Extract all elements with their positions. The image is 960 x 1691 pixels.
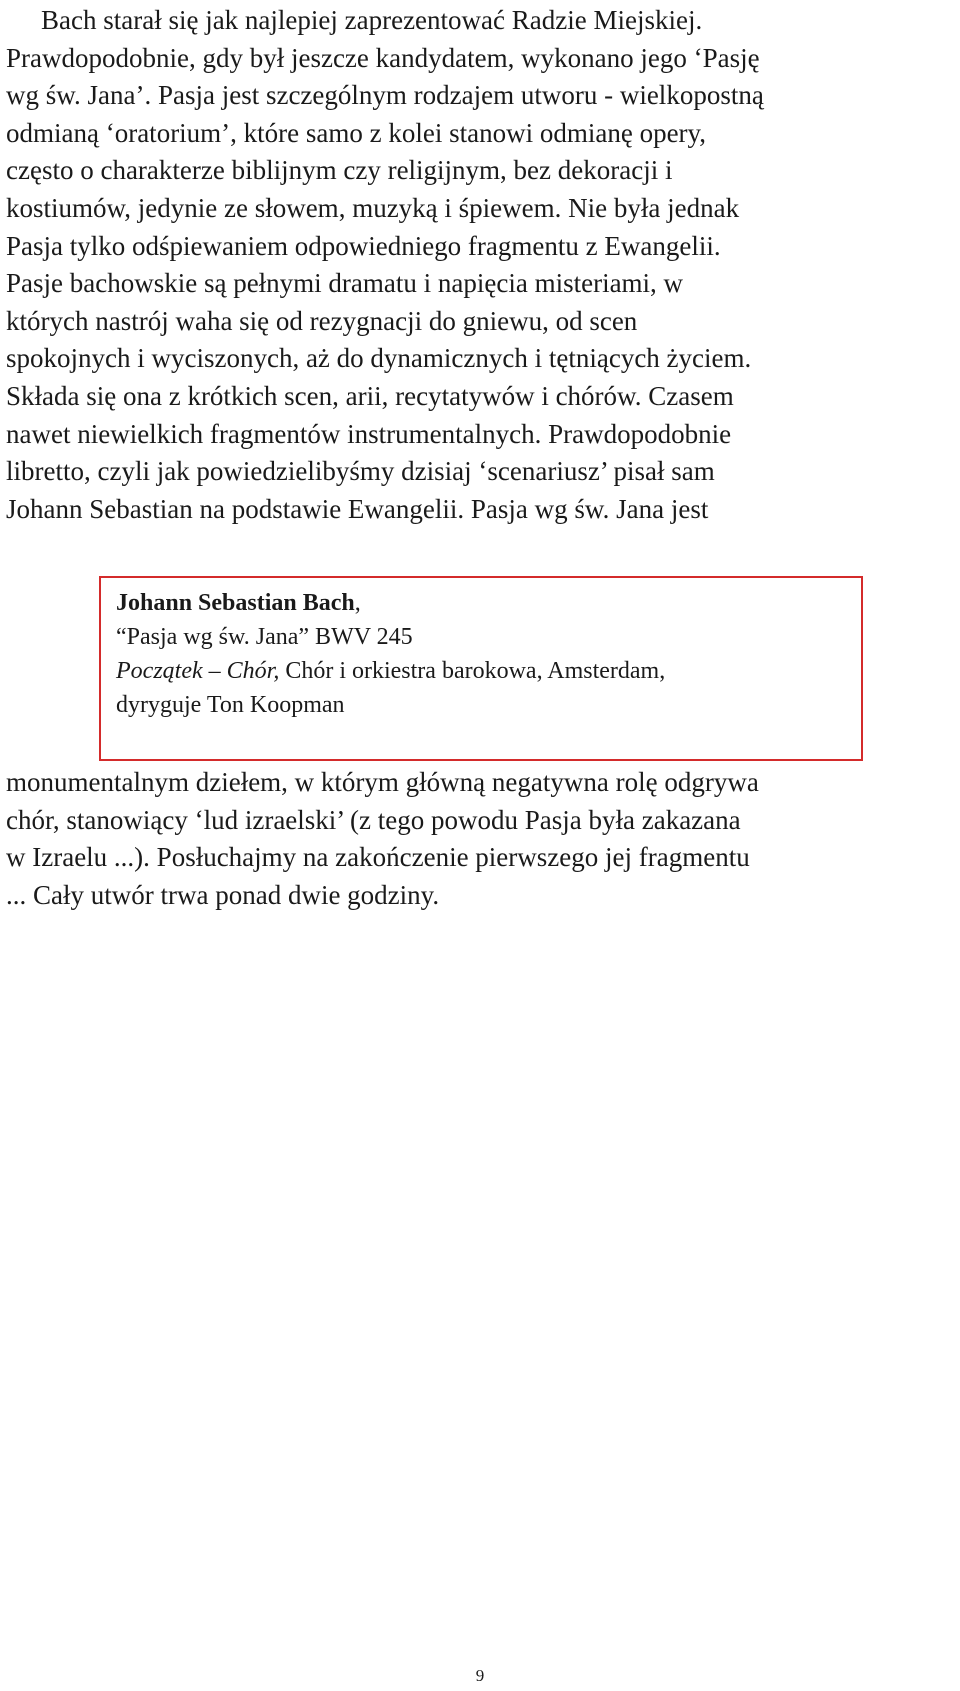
- music-example-caption: [116, 586, 665, 722]
- text-line: Prawdopodobnie, gdy był jeszcze kandydatem, wykonano jego ‘Pasję: [6, 42, 760, 73]
- text-line: nawet niewielkich fragmentów instrumentalnych. Prawdopodobnie: [6, 418, 732, 449]
- work-title: “Pasja wg św. Jana” BWV 245: [116, 624, 413, 650]
- text-line: Bach starał się jak najlepiej zaprezentować Radzie Miejskiej.: [41, 5, 703, 35]
- text-line: których nastrój waha się od rezygnacji do gniewu, od scen: [6, 305, 638, 336]
- movement-line: [116, 654, 665, 688]
- text-line: Pasje bachowskie są pełnymi dramatu i napięcia misteriami, w: [6, 268, 684, 299]
- text-line: wg św. Jana’. Pasja jest szczególnym rodzajem utworu - wielkopostną: [6, 80, 764, 111]
- text-line: ... Cały utwór trwa ponad dwie godziny.: [6, 879, 440, 910]
- text-line: kostiumów, jedynie ze słowem, muzyką i śpiewem. Nie była jednak: [6, 192, 740, 223]
- paragraph-intro: [6, 2, 954, 528]
- composer-suffix: ,: [354, 590, 361, 616]
- text-line: monumentalnym dziełem, w którym główną negatywna rolę odgrywa: [6, 767, 759, 797]
- text-line: w Izraelu ...). Posłuchajmy na zakończenie pierwszego jej fragmentu: [6, 842, 750, 873]
- text-line: chór, stanowiący ‘lud izraelski’ (z tego powodu Pasja była zakazana: [6, 804, 741, 835]
- text-line: odmianą ‘oratorium’, które samo z kolei stanowi odmianę opery,: [6, 117, 707, 148]
- text-line: Johann Sebastian na podstawie Ewangelii. Pasja wg św. Jana jest: [6, 493, 709, 524]
- text-line: libretto, czyli jak powiedzielibyśmy dzisiaj ‘scenariusz’ pisał sam: [6, 456, 715, 487]
- performers: Chór i orkiestra barokowa, Amsterdam,: [279, 658, 666, 684]
- composer-name: Johann Sebastian Bach: [116, 590, 355, 616]
- text-line: Składa się ona z krótkich scen, arii, recytatywów i chórów. Czasem: [6, 380, 734, 411]
- music-example-box[interactable]: [99, 576, 863, 761]
- movement-title: Początek – Chór,: [116, 658, 280, 684]
- conductor: dyryguje Ton Koopman: [116, 692, 345, 718]
- text-line: często o charakterze biblijnym czy religijnym, bez dekoracji i: [6, 155, 673, 186]
- text-line: Pasja tylko odśpiewaniem odpowiedniego fragmentu z Ewangelii.: [6, 230, 721, 261]
- text-line: spokojnych i wyciszonych, aż do dynamicznych i tętniących życiem.: [6, 343, 752, 374]
- page-number: 9: [475, 1666, 485, 1685]
- composer-line: [116, 586, 665, 620]
- paragraph-continuation: [6, 764, 954, 914]
